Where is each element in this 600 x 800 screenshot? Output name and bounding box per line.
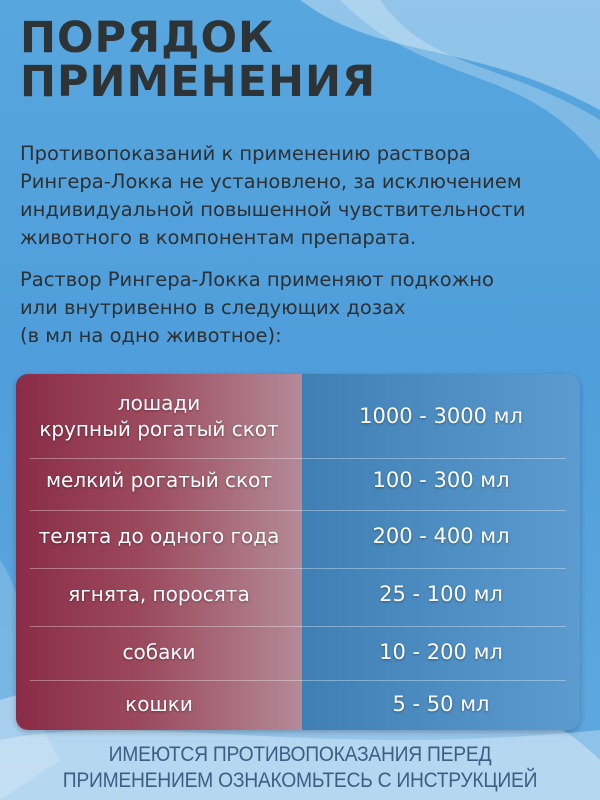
dosage-intro-paragraph xyxy=(20,266,590,350)
animal-cell: собаки xyxy=(122,640,196,664)
paragraph-line: индивидуальной повышенной чувствительности xyxy=(20,198,526,221)
animal-cell: мелкий рогатый скот xyxy=(45,468,273,492)
table-row xyxy=(16,572,580,616)
page-title xyxy=(20,13,377,107)
row-divider xyxy=(30,626,566,627)
paragraph-line: или внутривенно в следующих дозах xyxy=(20,296,406,319)
row-divider xyxy=(30,680,566,681)
title-line-1: ПОРЯДОК xyxy=(20,13,275,63)
paragraph-line: Раствор Рингера-Локка применяют подкожно xyxy=(20,268,494,291)
animal-cell xyxy=(16,390,302,442)
animal-cell: ягнята, поросята xyxy=(68,582,250,606)
paragraph-line: Противопоказаний к применению раствора xyxy=(20,142,471,165)
dose-cell: 1000 - 3000 мл xyxy=(359,404,523,428)
table-row xyxy=(16,458,580,502)
paragraph-line: Рингера-Локка не установлено, за исключением xyxy=(20,170,522,193)
dose-cell: 25 - 100 мл xyxy=(379,582,503,606)
dose-cell: 5 - 50 мл xyxy=(392,692,490,716)
contraindications-warning xyxy=(24,742,576,794)
warning-line: ИМЕЮТСЯ ПРОТИВОПОКАЗАНИЯ ПЕРЕД xyxy=(108,743,492,766)
contraindications-paragraph xyxy=(20,140,590,252)
row-divider xyxy=(30,510,566,511)
animal-name: крупный рогатый скот xyxy=(39,417,279,441)
dose-table xyxy=(16,374,580,730)
row-divider xyxy=(30,568,566,569)
dose-cell: 100 - 300 мл xyxy=(372,468,510,492)
table-row xyxy=(16,682,580,726)
animal-cell: кошки xyxy=(125,692,193,716)
animal-name: лошади xyxy=(117,391,201,415)
table-row xyxy=(16,380,580,452)
dose-cell: 10 - 200 мл xyxy=(379,640,503,664)
dose-cell: 200 - 400 мл xyxy=(372,524,510,548)
table-row xyxy=(16,514,580,558)
paragraph-line: (в мл на одно животное): xyxy=(20,324,282,347)
animal-cell: телята до одного года xyxy=(38,524,280,548)
warning-line: ПРИМЕНЕНИЕМ ОЗНАКОМЬТЕСЬ С ИНСТРУКЦИЕЙ xyxy=(62,769,538,792)
paragraph-line: животного в компонентам препарата. xyxy=(20,226,417,249)
table-row xyxy=(16,630,580,674)
title-line-2: ПРИМЕНЕНИЯ xyxy=(20,57,377,107)
